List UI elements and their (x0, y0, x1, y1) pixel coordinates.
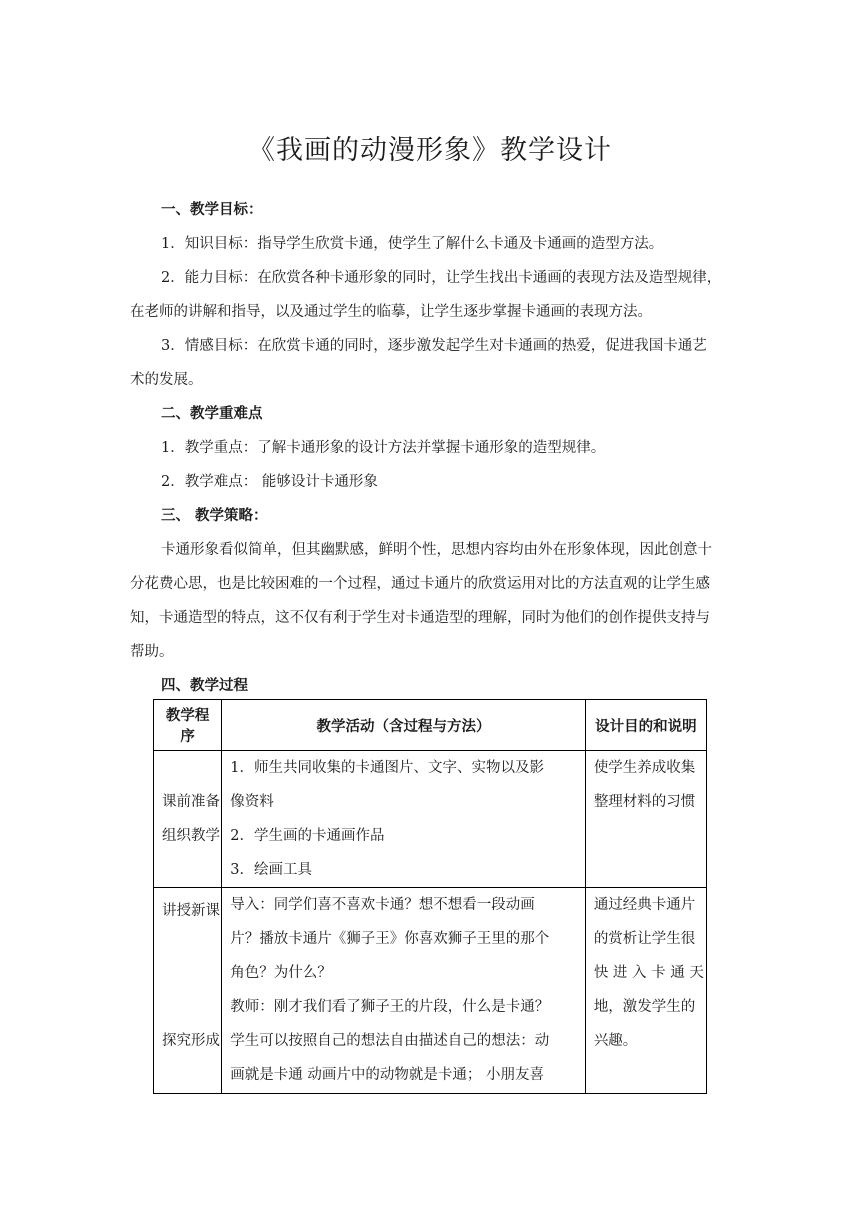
purpose-line: 的赏析让学生很 (593, 931, 696, 947)
objective-item: 1．知识目标：指导学生欣赏卡通，使学生了解什么卡通及卡通画的造型方法。 (161, 236, 664, 252)
section-heading-process: 四、教学过程 (161, 678, 248, 694)
section-heading-objectives: 一、教学目标： (161, 202, 263, 218)
purpose-cell (585, 751, 706, 888)
strategy-paragraph-line: 分花费心思，也是比较困难的一个过程，通过卡通片的欣赏运用对比的方法直观的让学生感 (130, 576, 710, 592)
objective-item: 2．能力目标：在欣赏各种卡通形象的同时，让学生找出卡通画的表现方法及造型规律， (161, 270, 722, 286)
activity-line: 角色？为什么？ (230, 965, 332, 981)
activity-line: 片？播放卡通片《狮子王》你喜欢狮子王里的那个 (230, 931, 550, 947)
activity-cell (222, 888, 586, 1094)
section-heading-key-points: 二、教学重难点 (161, 406, 263, 422)
activity-line: 3．绘画工具 (230, 862, 313, 878)
purpose-line: 地，激发学生的 (593, 999, 696, 1015)
stage-cell (154, 751, 222, 888)
stage-label: 组织教学 (162, 828, 220, 844)
stage-label: 讲授新课 (162, 903, 220, 919)
table-header-row (154, 700, 707, 751)
objective-item: 3．情感目标：在欣赏卡通的同时，逐步激发起学生对卡通画的热爱，促进我国卡通艺 (161, 338, 707, 354)
strategy-paragraph-line: 帮助。 (130, 644, 174, 660)
activity-line: 1．师生共同收集的卡通图片、文字、实物以及影 (230, 760, 545, 776)
teaching-process-table (153, 699, 707, 1094)
key-point-item: 2．教学难点： 能够设计卡通形象 (161, 474, 378, 490)
section-heading-strategy: 三、 教学策略： (161, 508, 268, 524)
stage-cell (154, 888, 222, 1094)
purpose-line: 兴趣。 (593, 1033, 638, 1049)
activity-line: 教师：刚才我们看了狮子王的片段，什么是卡通？ (230, 999, 550, 1015)
table-row (154, 751, 707, 888)
activity-line: 学生可以按照自己的想法自由描述自己的想法：动 (230, 1033, 550, 1049)
activity-line: 导入：同学们喜不喜欢卡通？想不想看一段动画 (230, 897, 535, 913)
header-activity: 教学活动（含过程与方法） (222, 700, 586, 751)
table-row (154, 888, 707, 1094)
purpose-line: 使学生养成收集 (593, 760, 696, 776)
activity-line: 像资料 (230, 794, 274, 810)
stage-label: 探究形成 (162, 1033, 220, 1049)
header-purpose: 设计目的和说明 (585, 700, 706, 751)
stage-label: 课前准备 (162, 794, 220, 810)
objective-item-continued: 在老师的讲解和指导，以及通过学生的临摹，让学生逐步掌握卡通画的表现方法。 (130, 304, 652, 320)
strategy-paragraph-line: 知，卡通造型的特点，这不仅有利于学生对卡通造型的理解，同时为他们的创作提供支持与 (130, 610, 710, 626)
header-stage: 教学程序 (154, 700, 222, 751)
purpose-cell (585, 888, 706, 1094)
document-title: 《我画的动漫形象》教学设计 (248, 135, 612, 166)
strategy-paragraph-line: 卡通形象看似简单，但其幽默感，鲜明个性，思想内容均由外在形象体现，因此创意十 (161, 542, 712, 558)
activity-line: 2．学生画的卡通画作品 (230, 828, 385, 844)
purpose-line: 快 进 入 卡 通 天 (593, 965, 704, 981)
activity-line: 画就是卡通 动画片中的动物就是卡通； 小朋友喜 (230, 1067, 545, 1083)
objective-item-continued: 术的发展。 (130, 372, 203, 388)
purpose-line: 整理材料的习惯 (593, 794, 696, 810)
activity-cell (222, 751, 586, 888)
purpose-line: 通过经典卡通片 (593, 897, 696, 913)
key-point-item: 1．教学重点：了解卡通形象的设计方法并掌握卡通形象的造型规律。 (161, 440, 606, 456)
